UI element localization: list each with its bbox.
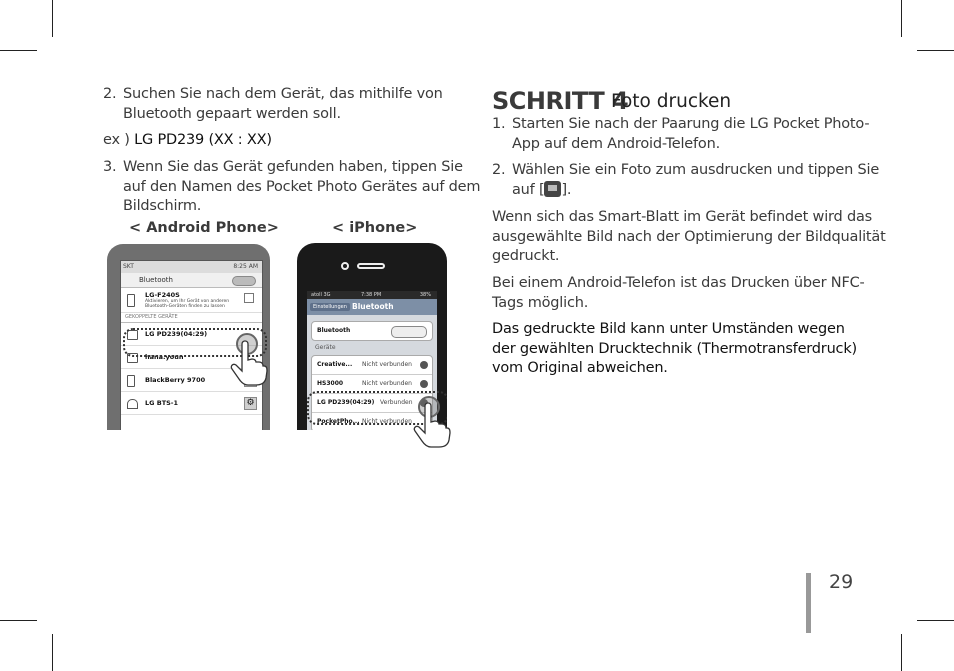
item-text-line: Bluetooth gepaart werden soll. xyxy=(123,105,341,122)
device-status: Nicht verbunden xyxy=(362,380,412,387)
example-prefix: ex ) xyxy=(103,132,135,148)
bluetooth-switch-group xyxy=(311,321,433,341)
crop-mark xyxy=(901,0,902,37)
device-label: LG PD239(04:29) xyxy=(317,399,375,406)
item-number: 2. xyxy=(103,86,117,102)
note-line: der gewählten Drucktechnik (Thermotransferdruck) xyxy=(492,340,857,357)
status-time: 8:25 AM xyxy=(233,263,258,270)
crop-mark xyxy=(901,634,902,671)
item-text-line: auf den Namen des Pocket Photo Gerätes auf dem xyxy=(123,178,481,195)
battery-label: 38% xyxy=(419,292,431,298)
paragraph-line: Tags möglich. xyxy=(492,294,589,311)
item-text-line: Suchen Sie nach dem Gerät, das mithilfe von xyxy=(123,86,443,102)
device-status: Verbunden xyxy=(380,399,413,406)
device-name: LG-F240S xyxy=(145,291,180,299)
bluetooth-toggle xyxy=(391,326,427,338)
chevron-right-icon xyxy=(420,380,428,388)
crop-mark xyxy=(0,620,37,621)
gear-icon: ⚙ xyxy=(244,397,257,410)
note-paragraph xyxy=(492,320,857,379)
android-title-bar xyxy=(121,273,262,288)
item-text-line: Bildschirm. xyxy=(123,198,202,214)
carrier-label: SKT xyxy=(123,263,134,270)
speaker-icon xyxy=(357,263,385,269)
example-value: LG PD239 (XX : XX) xyxy=(134,132,272,148)
status-time: 7:38 PM xyxy=(361,292,382,298)
paragraph xyxy=(492,208,886,267)
device-label: PocketPho... xyxy=(317,418,360,425)
page-number-bar xyxy=(806,573,811,633)
page-number: 29 xyxy=(829,571,854,593)
device-sub: Aktivieren, um Ihr Gerät von anderen Bluetooth-Geräten finden zu lassen xyxy=(145,299,230,309)
paragraph xyxy=(492,274,865,313)
phone-icon xyxy=(127,375,135,387)
example-line xyxy=(103,131,272,151)
crop-mark xyxy=(0,50,37,51)
item-number: 3. xyxy=(103,159,117,175)
crop-mark xyxy=(52,0,53,37)
print-icon xyxy=(544,181,561,197)
carrier-label: atoll 3G xyxy=(311,292,331,298)
item-text-line: Starten Sie nach der Paarung die LG Pocket Photo- xyxy=(512,116,870,132)
iphone-nav-bar xyxy=(307,299,437,315)
device-label: LG BTS-1 xyxy=(145,399,179,407)
crop-mark xyxy=(917,50,954,51)
iphone-status-bar xyxy=(307,291,437,299)
back-button: Einstellungen xyxy=(310,303,350,311)
device-label: LG PD239(04:29) xyxy=(145,330,208,338)
note-line: Das gedruckte Bild kann unter Umständen wegen xyxy=(492,321,845,337)
device-label: hana.youn xyxy=(145,353,184,361)
bluetooth-label: Bluetooth xyxy=(317,327,351,334)
screen-title: Bluetooth xyxy=(352,302,394,311)
device-label: BlackBerry 9700 xyxy=(145,376,206,384)
headset-icon xyxy=(127,399,138,409)
chevron-right-icon xyxy=(420,361,428,369)
device-status: Nicht verbunden xyxy=(362,361,412,368)
crop-mark xyxy=(917,620,954,621)
phone-icon xyxy=(127,294,135,307)
android-status-bar xyxy=(121,261,262,273)
item-text-line: Wählen Sie ein Foto zum ausdrucken und tippen Sie xyxy=(512,162,880,178)
step-subheading: Foto drucken xyxy=(611,91,732,112)
device-row xyxy=(121,392,262,415)
section-header: Geräte xyxy=(315,344,336,351)
item-text-line: auf [ ]. xyxy=(512,181,572,198)
paragraph-line: Wenn sich das Smart-Blatt im Gerät befindet wird das xyxy=(492,209,873,225)
item-text-line: App auf dem Android-Telefon. xyxy=(512,135,720,152)
item-number: 1. xyxy=(492,116,506,132)
item-number: 2. xyxy=(492,162,506,178)
device-row xyxy=(312,356,432,375)
camera-icon xyxy=(341,262,349,270)
crop-mark xyxy=(52,634,53,671)
hand-pointer-icon xyxy=(411,402,451,448)
caption-iphone: < iPhone> xyxy=(332,220,418,236)
paragraph-line: gedruckt. xyxy=(492,248,560,264)
visibility-checkbox xyxy=(244,293,254,303)
own-device-row xyxy=(121,288,262,313)
bluetooth-toggle xyxy=(232,276,256,286)
paragraph-line: Bei einem Android-Telefon ist das Drucken über NFC- xyxy=(492,275,865,291)
step-heading: SCHRITT 4 xyxy=(492,87,629,115)
bluetooth-row xyxy=(312,322,432,340)
device-label: HS3000 xyxy=(317,380,344,387)
item-text-line: Wenn Sie das Gerät gefunden haben, tippen Sie xyxy=(123,159,463,175)
device-status: Nicht verbunden xyxy=(362,418,412,425)
section-header: GEKOPPELTE GERÄTE xyxy=(121,313,262,323)
device-label: Creative... xyxy=(317,361,353,368)
hand-pointer-icon xyxy=(228,340,268,386)
note-line: vom Original abweichen. xyxy=(492,360,668,376)
paragraph-line: ausgewählte Bild nach der Optimierung der Bildqualität xyxy=(492,228,886,245)
caption-android: < Android Phone> xyxy=(129,220,279,236)
screen-title: Bluetooth xyxy=(139,276,173,284)
